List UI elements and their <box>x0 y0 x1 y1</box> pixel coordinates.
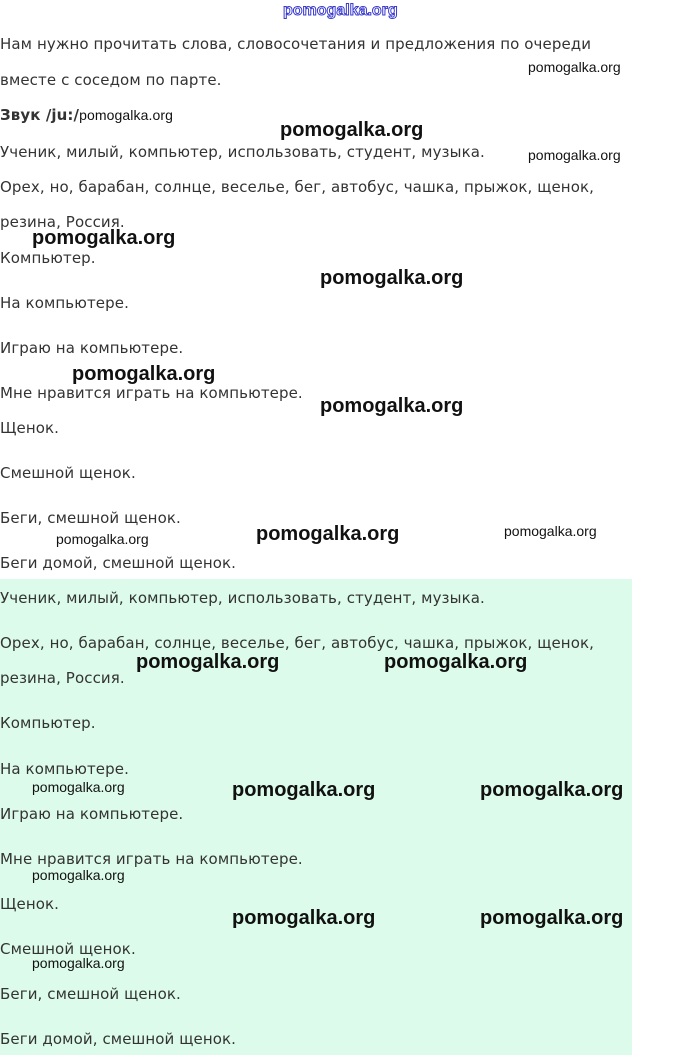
s1-line-6: Играю на компьютере. <box>0 339 184 357</box>
s1-line-8: Щенок. <box>0 419 60 437</box>
s1-line-5: На компьютере. <box>0 294 129 312</box>
sound-heading <box>0 106 173 124</box>
intro-line-2: вместе с соседом по парте. <box>0 71 222 89</box>
watermark: pomogalka.org <box>32 779 125 795</box>
s2-line-1: Ученик, милый, компьютер, использовать, студент, музыка. <box>0 589 485 607</box>
watermark: pomogalka.org <box>384 651 528 673</box>
watermark: pomogalka.org <box>528 147 621 163</box>
s1-line-3: резина, Россия. <box>0 213 125 231</box>
s2-line-5: На компьютере. <box>0 760 129 778</box>
watermark: pomogalka.org <box>32 867 125 883</box>
s1-line-1: Ученик, милый, компьютер, использовать, студент, музыка. <box>0 143 485 161</box>
watermark: pomogalka.org <box>32 227 176 249</box>
watermark: pomogalka.org <box>480 779 624 801</box>
watermark: pomogalka.org <box>256 523 400 545</box>
s2-line-11: Беги домой, смешной щенок. <box>0 1030 237 1048</box>
watermark: pomogalka.org <box>232 907 376 929</box>
watermark: pomogalka.org <box>320 267 464 289</box>
watermark: pomogalka.org <box>528 59 621 75</box>
s1-line-10: Беги, смешной щенок. <box>0 509 181 527</box>
s2-line-7: Мне нравится играть на компьютере. <box>0 850 303 868</box>
s2-line-3: резина, Россия. <box>0 669 125 687</box>
watermark: pomogalka.org <box>232 779 376 801</box>
s1-line-11: Беги домой, смешной щенок. <box>0 554 237 572</box>
watermark: pomogalka.org <box>320 395 464 417</box>
watermark: pomogalka.org <box>56 531 149 547</box>
s2-line-2: Орех, но, барабан, солнце, веселье, бег, автобус, чашка, прыжок, щенок, <box>0 634 595 652</box>
watermark: pomogalka.org <box>32 955 125 971</box>
watermark: pomogalka.org <box>72 363 216 385</box>
watermark: pomogalka.org <box>480 907 624 929</box>
s2-line-6: Играю на компьютере. <box>0 805 184 823</box>
s1-line-9: Смешной щенок. <box>0 464 136 482</box>
top-watermark: pomogalka.org <box>283 2 398 19</box>
watermark: pomogalka.org <box>136 651 280 673</box>
s1-line-4: Компьютер. <box>0 249 96 267</box>
watermark: pomogalka.org <box>280 119 424 141</box>
watermark: pomogalka.org <box>504 523 597 539</box>
s2-line-4: Компьютер. <box>0 714 96 732</box>
s2-line-8: Щенок. <box>0 895 60 913</box>
s1-line-7: Мне нравится играть на компьютере. <box>0 384 303 402</box>
intro-line-1: Нам нужно прочитать слова, словосочетания и предложения по очереди <box>0 35 592 53</box>
inline-watermark: pomogalka.org <box>79 107 174 123</box>
s2-line-10: Беги, смешной щенок. <box>0 985 181 1003</box>
sound-heading-text: Звук /ju:/ <box>0 106 80 124</box>
s1-line-2: Орех, но, барабан, солнце, веселье, бег, автобус, чашка, прыжок, щенок, <box>0 178 595 196</box>
s2-line-9: Смешной щенок. <box>0 940 136 958</box>
